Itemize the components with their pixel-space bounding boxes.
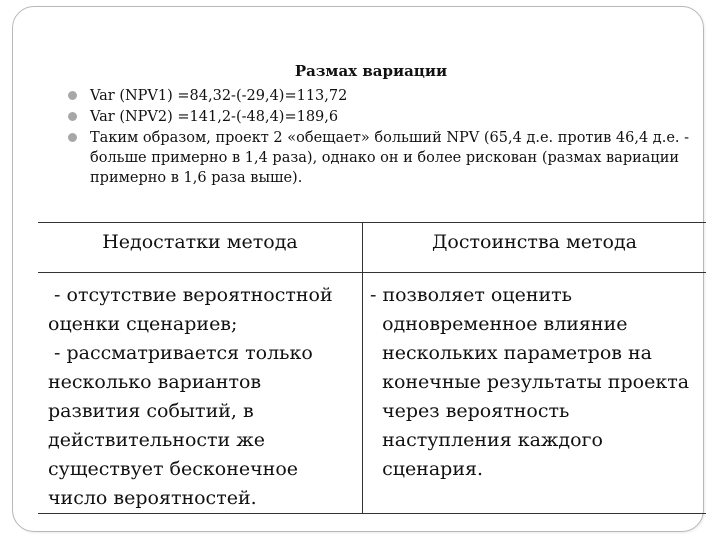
bullet-item xyxy=(64,86,704,106)
comparison-table xyxy=(38,222,706,514)
bullet-item xyxy=(64,107,704,127)
bullet-item xyxy=(64,128,704,188)
bullet-text: Var (NPV2) =141,2-(-48,4)=189,6 xyxy=(90,109,339,125)
advantages-cell xyxy=(370,281,710,484)
bullet-dot-icon xyxy=(68,133,77,142)
header-advantages: Достоинства метода xyxy=(431,231,638,253)
cell-line: оценки сценариев; xyxy=(48,313,238,335)
header-rule xyxy=(38,272,706,273)
bullet-dot-icon xyxy=(68,91,77,100)
cell-line: - рассматривается только xyxy=(48,342,313,364)
cell-line: несколько вариантов xyxy=(48,371,262,393)
bullet-text: Таким образом, проект 2 «обещает» больший NPV (65,4 д.е. против 46,4 д.е. - больше примерно в 1,4 раза), однако он и более рискован (размах вариации примерно в 1,6 раза выше). xyxy=(90,130,690,186)
column-divider xyxy=(362,223,363,513)
cell-line: нескольких параметров на xyxy=(370,342,652,364)
cell-line: наступления каждого xyxy=(370,429,603,451)
bullet-text: Var (NPV1) =84,32-(-29,4)=113,72 xyxy=(90,88,348,104)
cell-line: сценария. xyxy=(370,458,484,480)
section-heading: Размах вариации xyxy=(294,62,448,80)
header-disadvantages: Недостатки метода xyxy=(102,231,298,253)
disadvantages-cell xyxy=(48,281,358,513)
cell-line: конечные результаты проекта xyxy=(370,371,690,393)
bullet-list xyxy=(64,86,704,189)
cell-line: действительности же xyxy=(48,429,265,451)
cell-line: - отсутствие вероятностной xyxy=(48,284,333,306)
cell-line: одновременное влияние xyxy=(370,313,628,335)
cell-line: число вероятностей. xyxy=(48,487,257,509)
cell-line: развития событий, в xyxy=(48,400,254,422)
cell-line: - позволяет оценить xyxy=(370,284,572,306)
cell-line: существует бесконечное xyxy=(48,458,299,480)
bullet-dot-icon xyxy=(68,112,77,121)
cell-line: через вероятность xyxy=(370,400,570,422)
